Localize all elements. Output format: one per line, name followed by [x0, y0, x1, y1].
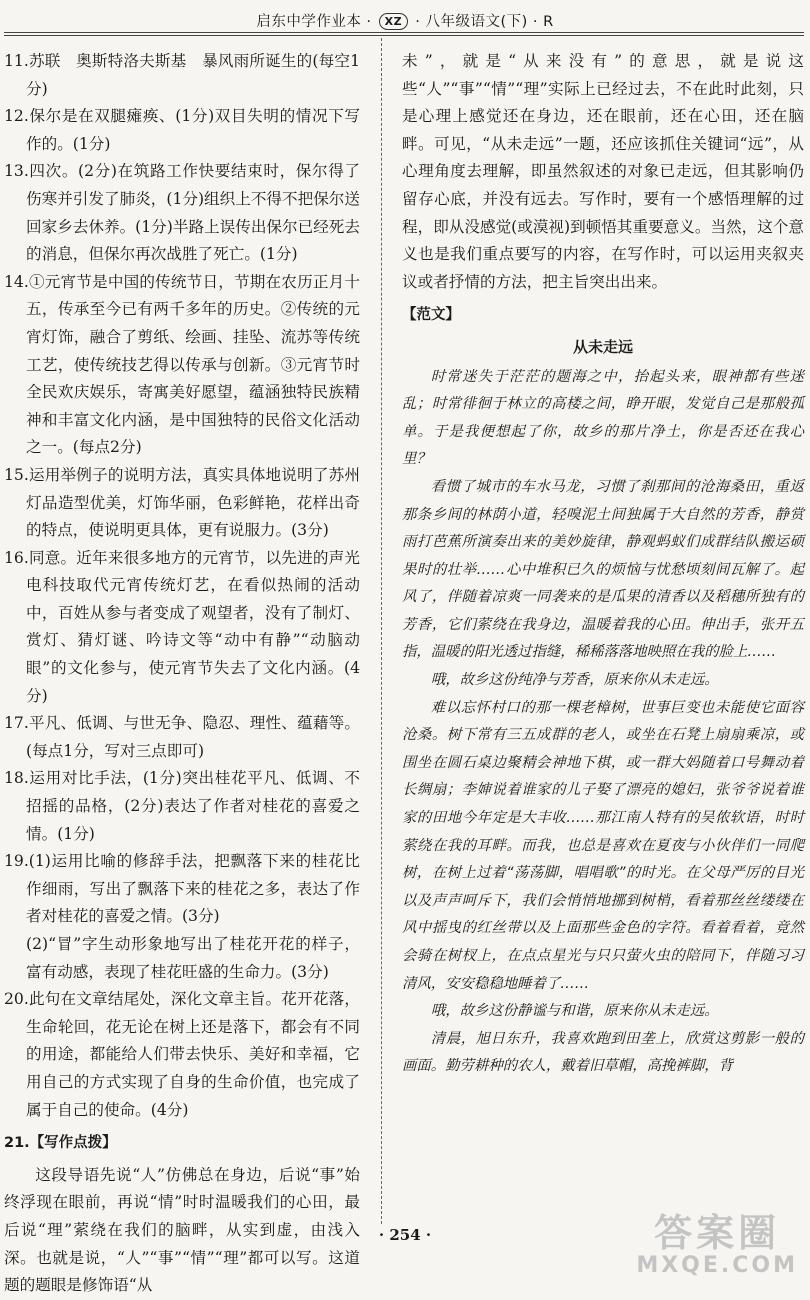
answer-20: 20.此句在文章结尾处，深化文章主旨。花开花落，生命轮回，花无论在树上还是落下，都会有不同的用途，都能给人们带去快乐、美好和幸福，它用自己的方式实现了自身的生命价值，也完成了属于自己的使命。(4分)	[4, 990, 360, 1119]
answer-18: 18.运用对比手法，(1分)突出桂花平凡、低调、不招摇的品格，(2分)表达了作者对桂花的喜爱之情。(1分)	[4, 769, 360, 843]
essay-paragraph: 时常迷失于茫茫的题海之中，抬起头来，眼神都有些迷乱；时常徘徊于林立的高楼之间，睁开眼，发觉自己是那般孤单。于是我便想起了你，故乡的那片净土，你是否还在我心里？	[402, 368, 804, 468]
page-header	[0, 10, 810, 31]
answer-15: 15.运用举例子的说明方法，真实具体地说明了苏州灯品造型优美，灯饰华丽，色彩鲜艳，花样出奇的特点，使说明更具体，更有说服力。(3分)	[4, 465, 360, 540]
answer-19-part2: (2)“冒”字生动形象地写出了桂花开花的样子，富有动感，表现了桂花旺盛的生命力。(3分)	[26, 935, 360, 981]
watermark-url: MXQE.COM	[636, 1253, 798, 1278]
essay-paragraph: 看惯了城市的车水马龙，习惯了刹那间的沧海桑田，重返那条乡间的林荫小道，轻嗅泥土间独属于大自然的芳香，静赏雨打芭蕉所演奏出来的美妙旋律，静观蚂蚁们成群结队搬运硕果时的壮举……心中堆积已久的烦恼与忧愁顷刻间瓦解了。起风了，伴随着凉爽一同袭来的是瓜果的清香以及稻穗所独有的芳香，它们萦绕在我身边，温暖着我的心田。伸出手，张开五指，温暖的阳光透过指缝，稀稀落落地映照在我的脸上……	[402, 478, 804, 661]
site-watermark	[636, 1212, 798, 1278]
answer-12: 12.保尔是在双腿瘫痪、(1分)双目失明的情况下写作的。(1分)	[4, 107, 360, 153]
watermark-logo-text: 答案圈	[654, 1211, 781, 1255]
answer-16: 16.同意。近年来很多地方的元宵节，以先进的声光电科技取代元宵传统灯艺，在看似热闹的活动中，百姓从参与者变成了观望者，没有了制灯、赏灯、猜灯谜、吟诗文等“动中有静”“动脑动眼”的文化参与，使元宵节失去了文化内涵。(4分)	[4, 548, 360, 705]
essay-paragraph: 哦，故乡这份静谧与和谐，原来你从未走远。	[430, 1003, 719, 1020]
answer-13: 13.四次。(2分)在筑路工作快要结束时，保尔得了伤寒并引发了肺炎，(1分)组织上不得不把保尔送回家乡去休养。(1分)半路上误传出保尔已经死去的消息，但保尔再次战胜了死亡。(1分)	[4, 162, 360, 264]
left-column	[4, 48, 360, 1300]
essay-paragraph: 哦，故乡这份纯净与芳香，原来你从未走远。	[430, 672, 719, 689]
writing-tips-heading: 21.【写作点拨】	[4, 1135, 117, 1152]
essay-paragraph: 清晨，旭日东升，我喜欢跑到田垄上，欣赏这剪影一般的画面。勤劳耕种的农人，戴着旧草帽，高挽裤脚，背	[402, 1030, 804, 1075]
essay-paragraph: 难以忘怀村口的那一棵老樟树，世事巨变也未能使它面容沧桑。树下常有三五成群的老人，或坐在石凳上扇扇乘凉，或围坐在圆石桌边聚精会神地下棋，或一群大妈随着口号舞动着长绸扇；李婶说着谁家的儿子娶了漂亮的媳妇，张爷爷说着谁家的田地今年定是大丰收……那江南人特有的吴侬软语，时时萦绕在我的耳畔。而我，也总是喜欢在夏夜与小伙伴们一同爬树，在树上过着“荡荡脚，唱唱歌”的时光。在父母严厉的目光以及声声呵斥下，我们会悄悄地挪到树梢，看着那丝丝缕缕在风中摇曳的红丝带以及上面那些金色的字符。看着看着，竟然会骑在树杈上，在点点星光与只只萤火虫的陪同下，伴随习习清风，安安稳稳地睡着了……	[402, 699, 804, 992]
page-number: · 254 ·	[378, 1226, 432, 1244]
answer-17: 17.平凡、低调、与世无争、隐忍、理性、蕴藉等。(每点1分，写对三点即可)	[4, 714, 360, 760]
header-rule-top	[4, 32, 804, 33]
right-column	[402, 48, 804, 1081]
edition-badge: XZ	[379, 13, 408, 30]
column-divider	[381, 38, 382, 1224]
essay-title: 从未走远	[572, 337, 633, 356]
header-subject: · 八年级语文(下) · R	[415, 14, 554, 30]
answer-19-part1: 19.(1)运用比喻的修辞手法，把飘落下来的桂花比作细雨，写出了飘落下来的桂花之多，表达了作者对桂花的喜爱之情。(3分)	[4, 852, 360, 926]
header-rule-bottom	[4, 35, 804, 36]
model-essay-heading: 【范文】	[402, 307, 460, 324]
header-book-title: 启东中学作业本 ·	[256, 14, 372, 30]
writing-tips-text: 这段导语先说“人”仿佛总在身边，后说“事”始终浮现在眼前，再说“情”时时温暖我们的心田，最后说“理”萦绕在我们的脑畔，从实到虚，由浅入深。也就是说，“人”“事”“情”“理”都可以写。这道题的题眼是修饰语“从	[4, 1165, 360, 1295]
answer-14: 14.①元宵节是中国的传统节日，节期在农历正月十五，传承至今已有两千多年的历史。②传统的元宵灯饰，融合了剪纸、绘画、挂坠、流苏等传统工艺，使传统技艺得以传承与创新。③元宵节时全民欢庆娱乐，寄寓美好愿望，蕴涵独特民族精神和丰富文化内涵，是中国独特的民俗文化活动之一。(每点2分)	[4, 272, 360, 457]
answer-11: 11.苏联 奥斯特洛夫斯基 暴风雨所诞生的(每空1分)	[4, 52, 360, 98]
writing-tips-continued: 未”，就是“从来没有”的意思，就是说这些“人”“事”“情”“理”实际上已经过去，不在此时此刻，只是心理上感觉还在身边，还在眼前，还在心田，还在脑畔。可见，“从未走远”一题，还应该抓住关键词“远”，从心理角度去理解，即虽然叙述的对象已走远，但其影响仍留存心底，并没有远去。写作时，要有一个感悟理解的过程，即从没感觉(或漠视)到顿悟其重要意义。当然，这个意义也是我们重点要写的内容，在写作时，可以运用夹叙夹议或者抒情的方法，把主旨突出出来。	[402, 52, 805, 291]
